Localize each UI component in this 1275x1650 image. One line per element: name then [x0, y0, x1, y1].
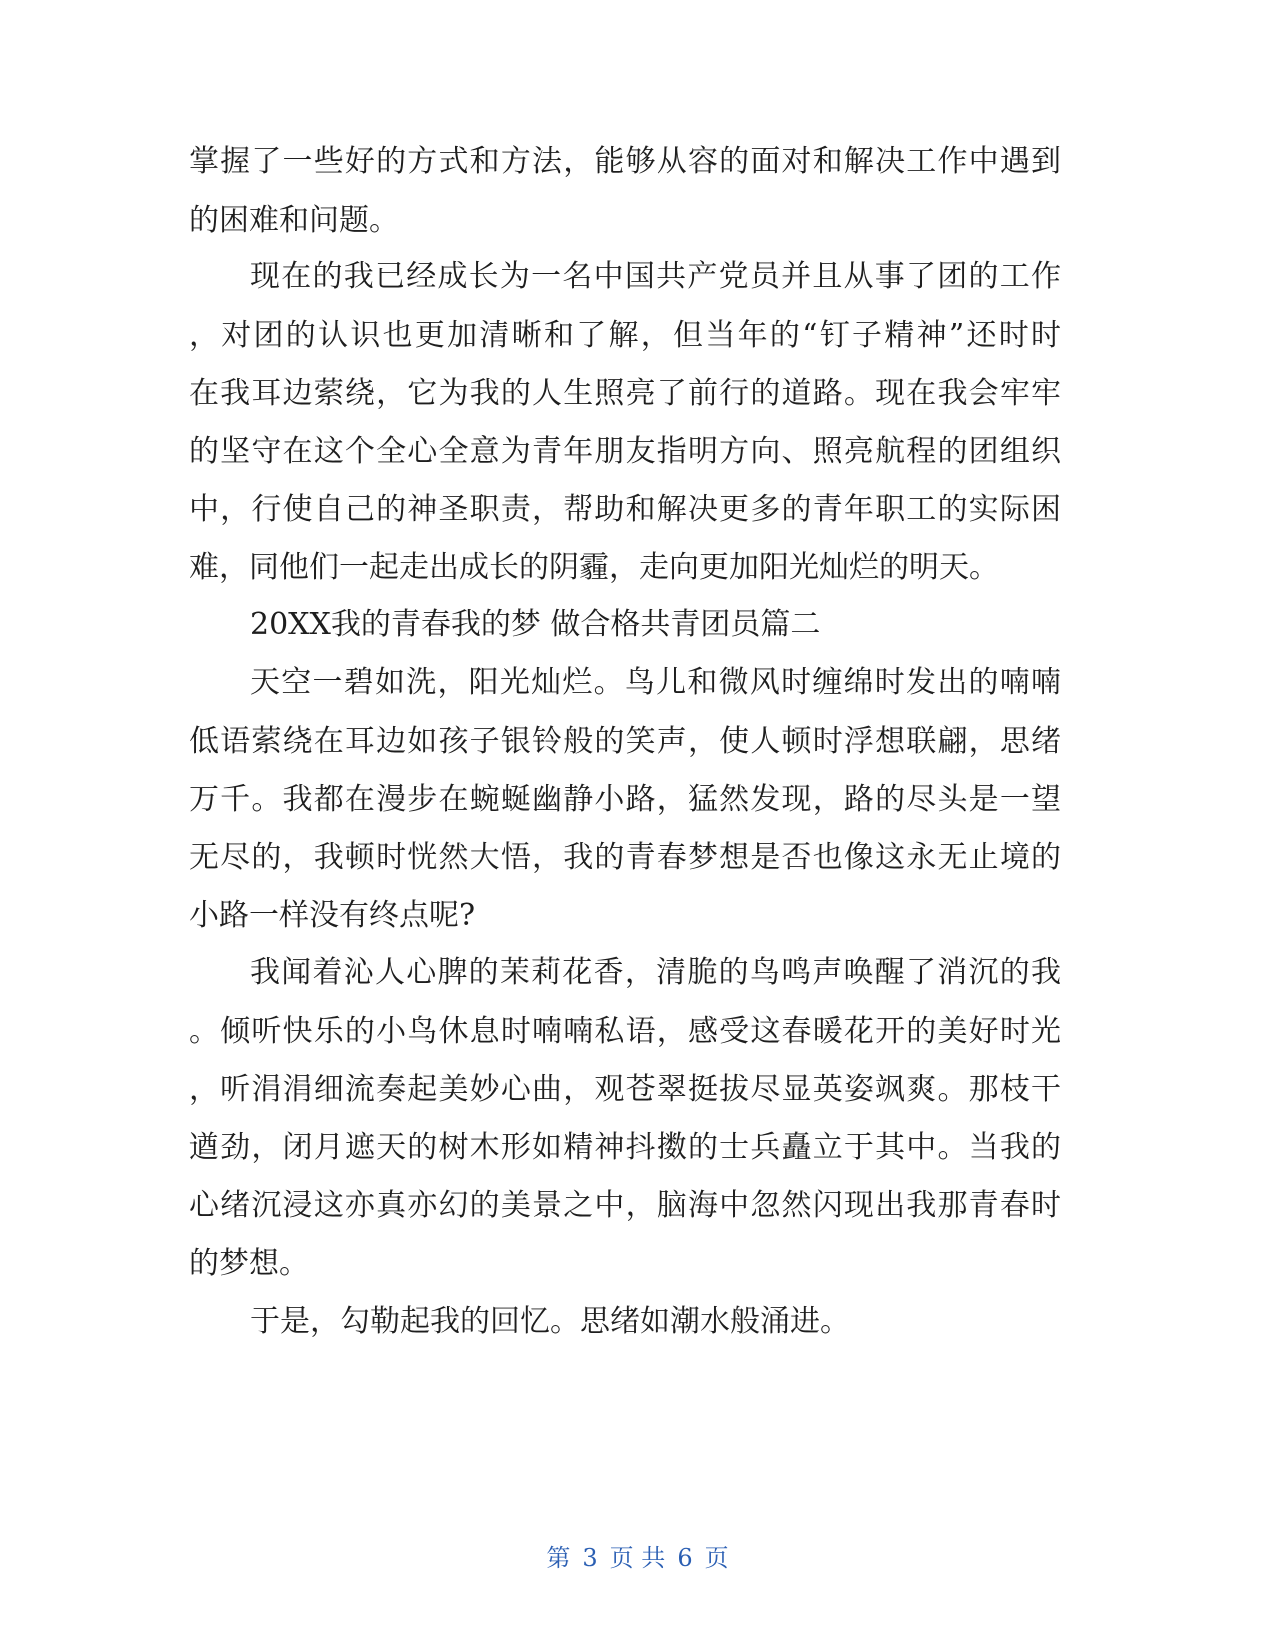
footer-page-current: 3 — [582, 1544, 598, 1572]
footer-suffix: 页 — [704, 1544, 729, 1572]
text-line: 心绪沉浸这亦真亦幻的美景之中，脑海中忽然闪现出我那青春时 — [189, 1188, 1061, 1223]
text-line: 无尽的，我顿时恍然大悟，我的青春梦想是否也像这永无止境的 — [189, 840, 1061, 875]
text-line: 的困难和问题。 — [189, 203, 399, 238]
text-line: 天空一碧如洗，阳光灿烂。鸟儿和微风时缠绵时发出的喃喃 — [250, 665, 1061, 700]
text-line: ，对团的认识也更加清晰和了解，但当年的“钉子精神”还时时 — [189, 318, 1061, 353]
footer-page-total: 6 — [677, 1544, 693, 1572]
section-heading: 20XX我的青春我的梦 做合格共青团员篇二 — [250, 607, 821, 642]
text-line: 难，同他们一起走出成长的阴霾，走向更加阳光灿烂的明天。 — [189, 550, 999, 585]
text-line: 在我耳边萦绕，它为我的人生照亮了前行的道路。现在我会牢牢 — [189, 376, 1061, 411]
text-line: 的坚守在这个全心全意为青年朋友指明方向、照亮航程的团组织 — [189, 434, 1061, 469]
text-line: 掌握了一些好的方式和方法，能够从容的面对和解决工作中遇到 — [189, 144, 1061, 179]
text-line: 万千。我都在漫步在蜿蜒幽静小路，猛然发现，路的尽头是一望 — [189, 782, 1061, 817]
text-line: 低语萦绕在耳边如孩子银铃般的笑声，使人顿时浮想联翩，思绪 — [189, 724, 1061, 759]
text-line: 。倾听快乐的小鸟休息时喃喃私语，感受这春暖花开的美好时光 — [189, 1014, 1061, 1049]
text-line: 的梦想。 — [189, 1246, 309, 1281]
text-line: 遒劲，闭月遮天的树木形如精神抖擞的士兵矗立于其中。当我的 — [189, 1130, 1061, 1165]
text-line: ，听涓涓细流奏起美妙心曲，观苍翠挺拔尽显英姿飒爽。那枝干 — [189, 1072, 1061, 1107]
footer-mid: 页 共 — [609, 1544, 666, 1572]
footer-prefix: 第 — [546, 1544, 571, 1572]
text-line: 我闻着沁人心脾的茉莉花香，清脆的鸟鸣声唤醒了消沉的我 — [250, 955, 1061, 990]
text-line: 于是，勾勒起我的回忆。思绪如潮水般涌进。 — [250, 1304, 850, 1339]
text-line: 小路一样没有终点呢? — [189, 898, 476, 933]
text-line: 现在的我已经成长为一名中国共产党员并且从事了团的工作 — [250, 259, 1061, 294]
text-line: 中，行使自己的神圣职责，帮助和解决更多的青年职工的实际困 — [189, 492, 1061, 527]
page-footer — [0, 1542, 1275, 1574]
